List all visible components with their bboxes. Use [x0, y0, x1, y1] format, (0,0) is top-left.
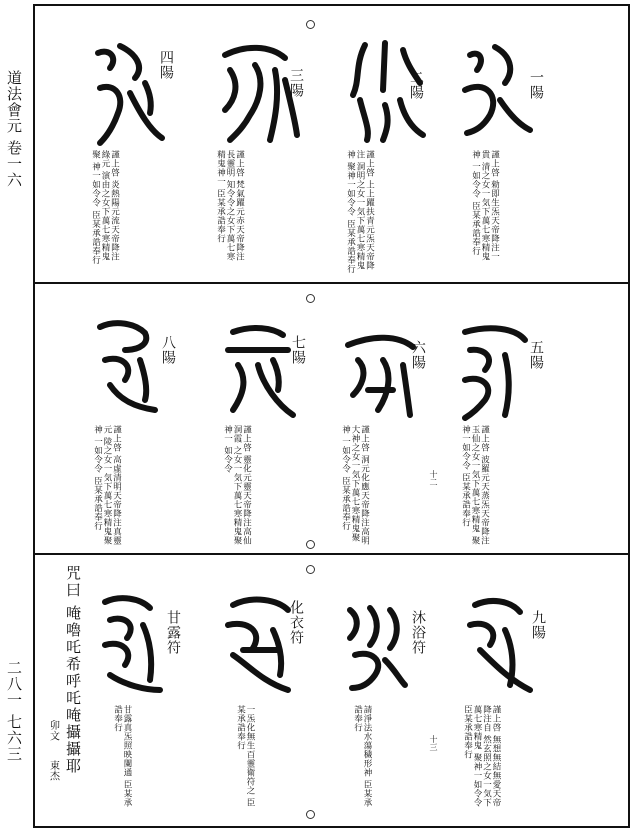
- talisman-seal-glyph: [338, 325, 418, 424]
- talisman-label: 七陽: [290, 335, 306, 365]
- talisman-invocation: 謹上啓 無想無結無愛天帝降注自 然玄照之女一気下萬七寒精鬼 聚神一如令令 臣某承誥奉行: [462, 705, 501, 808]
- binding-hole: [306, 565, 315, 574]
- talisman-invocation: 一炁化無生百靈衛符之 臣某承誥奉行: [235, 705, 255, 808]
- binding-hole: [306, 20, 315, 29]
- talisman-seal-glyph: [90, 315, 165, 419]
- talisman-seal-glyph: [455, 35, 535, 139]
- talisman-invocation: 請淨法水蕩穢形神 臣某承誥奉行: [352, 705, 372, 808]
- talisman-seal-glyph: [218, 320, 298, 424]
- section-divider: [33, 553, 630, 555]
- talisman-invocation: 謹上啓 洞元化應天帝降注高明 大神之女一気下萬七寒精鬼聚神 一如令令 臣某承誥奉行: [340, 425, 370, 546]
- talisman-label: 沐浴符: [410, 610, 426, 655]
- talisman-label: 三陽: [288, 68, 304, 98]
- talisman-seal-glyph: [95, 590, 165, 704]
- section-number: 十二: [429, 470, 438, 486]
- talisman-label: 甘露符: [165, 610, 181, 655]
- talisman-invocation: 謹上啓 靈化元靈天帝降注高仙洞霞 之女一気下萬七寒精鬼聚神一 如令令: [222, 425, 252, 546]
- talisman-invocation: 謹上啓 波羅元天蒸炁天帝降注 玉仙之女一気下萬七寒精鬼 聚神一如令令 臣某承誥奉行: [460, 425, 490, 546]
- binding-hole: [306, 294, 315, 303]
- talisman-invocation: 謹上啓 勑即生炁天帝降注一貴 清之女一気下萬七寒精鬼神 一如令令 臣某承誥奉行: [470, 150, 500, 262]
- talisman-seal-glyph: [340, 600, 410, 694]
- binding-hole: [306, 540, 315, 549]
- talisman-invocation: 謹上啓 上上躍扶青元炁天帝降注 洞明之女一気下萬七寒精鬼神 聚神一如令令 臣某承誥奉行: [345, 150, 375, 274]
- talisman-label: 化衣符: [288, 600, 304, 645]
- talisman-label: 二陽: [408, 70, 424, 100]
- page-number: 二八一 七六三: [5, 660, 23, 762]
- book-title: 道法會元 卷一六: [5, 70, 23, 188]
- talisman-label: 四陽: [158, 50, 174, 80]
- talisman-seal-glyph: [218, 590, 298, 699]
- talisman-label: 九陽: [530, 610, 546, 640]
- talisman-invocation: 謹上啓 梵氣躍元赤天帝降注長靈明 知令令之女下萬七寒精鬼神一 臣某承誥奉行: [215, 150, 245, 262]
- talisman-label: 一陽: [528, 70, 544, 100]
- talisman-invocation: 謹上啓 高虛清明天帝降注真靈元 陵之女一気下萬七寒精鬼聚神 一如令令 臣某承誥奉行: [92, 425, 122, 546]
- talisman-label: 六陽: [410, 340, 426, 370]
- talisman-seal-glyph: [460, 590, 535, 699]
- incantation-heading: 咒曰: [64, 565, 82, 599]
- talisman-invocation: 謹上啓 炎熱陽元流天帝降注綠元 演由之女下萬七寒精鬼聚 神一如令令 臣某承誥奉行: [90, 150, 120, 265]
- talisman-invocation: 甘露真炁照映闌通 臣某承誥奉行: [112, 705, 132, 808]
- talisman-label: 五陽: [528, 340, 544, 370]
- incantation-tail: 東杰: [47, 760, 59, 781]
- talisman-label: 八陽: [160, 335, 176, 365]
- section-number: 十三: [429, 735, 438, 751]
- incantation-tail: 卯文: [47, 720, 59, 741]
- incantation-body: 唵嚕吒希呼吒唵攝攝耶: [64, 605, 82, 775]
- talisman-seal-glyph: [90, 38, 165, 152]
- section-divider: [33, 282, 630, 284]
- talisman-seal-glyph: [455, 320, 535, 424]
- binding-hole: [306, 810, 315, 819]
